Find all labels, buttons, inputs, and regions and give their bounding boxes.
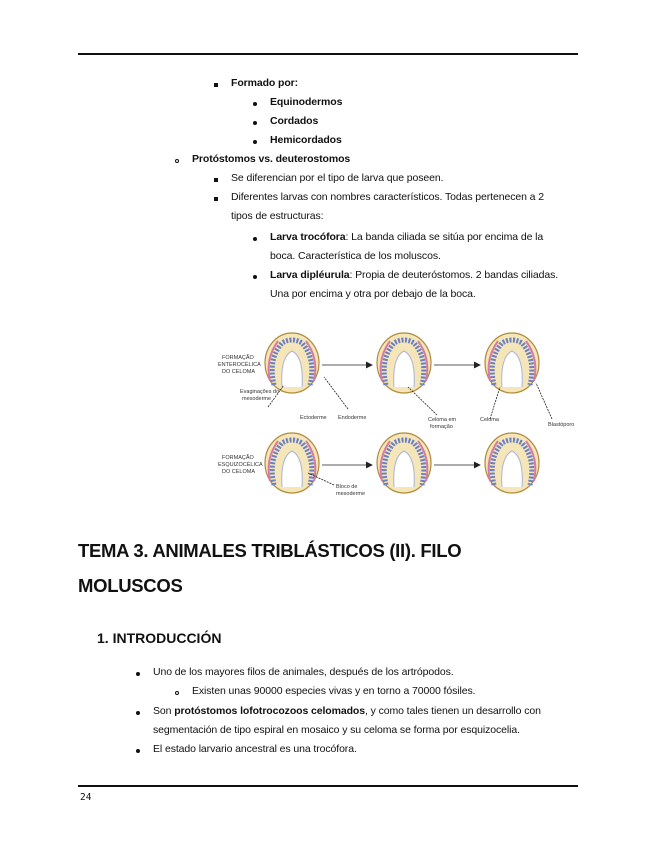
intro-bullet-2-line1 <box>153 705 541 717</box>
label-celoma: Celoma <box>480 417 499 423</box>
protostomos-heading: Protóstomos vs. deuterostomos <box>192 153 351 165</box>
label-formacao-bottom: FORMAÇÃO <box>222 455 254 461</box>
chapter-title-line1: TEMA 3. ANIMALES TRIBLÁSTICOS (II). FILO <box>78 540 462 561</box>
label-mesoderme-top: mesoderme <box>242 396 272 402</box>
chapter-title-line2: MOLUSCOS <box>78 575 183 596</box>
label-evaginacoes: Evaginações do <box>240 389 280 395</box>
intro-b2-post: , y como tales tienen un desarrollo con <box>364 705 541 717</box>
label-esquizocelica: ESQUIZOCÉLICA <box>218 462 263 468</box>
dot-bullet <box>253 140 257 144</box>
label-blastoporo: Blastóporo <box>548 422 575 428</box>
label-do-celoma-top: DO CELOMA <box>222 369 256 375</box>
header-rule <box>78 53 578 55</box>
intro-b2-pre: Son <box>153 705 175 717</box>
intro-bullet-1: Uno de los mayores filos de animales, después de los artrópodos. <box>153 666 454 678</box>
intro-bullet-3: El estado larvario ancestral es una trocófora. <box>153 743 357 755</box>
coelom-formation-figure <box>212 323 580 511</box>
label-bloco-mesoderme: mesoderme <box>336 491 366 497</box>
section-heading-introduccion: 1. INTRODUCCIÓN <box>97 630 222 646</box>
dipleurula-line1 <box>270 269 558 281</box>
dot-bullet <box>253 275 257 279</box>
dot-bullet <box>253 102 257 106</box>
dot-bullet <box>136 672 140 676</box>
label-endoderme: Endoderme <box>338 415 367 421</box>
label-ectoderme: Ectoderme <box>300 415 327 421</box>
square-bullet <box>214 178 218 182</box>
list-item-cordados: Cordados <box>270 115 319 127</box>
intro-b2-bold: protóstomos lofotrocozoos celomados <box>174 705 365 717</box>
label-do-celoma-bottom: DO CELOMA <box>222 469 256 475</box>
circle-bullet <box>175 159 179 163</box>
item-larvas-line2: tipos de estructuras: <box>231 210 324 222</box>
dot-bullet <box>253 237 257 241</box>
trocofora-line1 <box>270 231 543 243</box>
label-celoma-em: Celoma em <box>428 417 457 423</box>
dot-bullet <box>253 121 257 125</box>
label-bloco: Bloco de <box>336 484 358 490</box>
list-item-equinodermos: Equinodermos <box>270 96 343 108</box>
label-enterocelica: ENTEROCÉLICA <box>218 362 261 368</box>
formado-label: Formado por: <box>231 77 299 89</box>
page-number: 24 <box>80 792 92 803</box>
dipleurula-desc: : Propia de deuteróstomos. 2 bandas ciliadas. <box>349 269 559 281</box>
footer-rule <box>78 785 578 787</box>
intro-bullet-2-line2: segmentación de tipo espiral en mosaico y su celoma se forma por esquizocelia. <box>153 724 520 736</box>
dipleurula-line2: Una por encima y otra por debajo de la boca. <box>270 288 476 300</box>
item-larvas-line1: Diferentes larvas con nombres característicos. Todas pertenecen a 2 <box>231 191 544 203</box>
intro-sub-bullet: Existen unas 90000 especies vivas y en torno a 70000 fósiles. <box>192 685 476 697</box>
trocofora-desc: : La banda ciliada se sitúa por encima de la <box>345 231 544 243</box>
item-larva-tipo: Se diferencian por el tipo de larva que poseen. <box>231 172 444 184</box>
circle-bullet <box>175 691 179 695</box>
dot-bullet <box>136 749 140 753</box>
trocofora-term: Larva trocófora <box>270 231 346 243</box>
label-formacao-top: FORMAÇÃO <box>222 355 254 361</box>
label-formacao: formação <box>430 424 453 430</box>
square-bullet <box>214 83 218 87</box>
dot-bullet <box>136 711 140 715</box>
trocofora-line2: boca. Característica de los moluscos. <box>270 250 441 262</box>
square-bullet <box>214 197 218 201</box>
list-item-hemicordados: Hemicordados <box>270 134 342 146</box>
dipleurula-term: Larva dipléurula <box>270 269 350 281</box>
